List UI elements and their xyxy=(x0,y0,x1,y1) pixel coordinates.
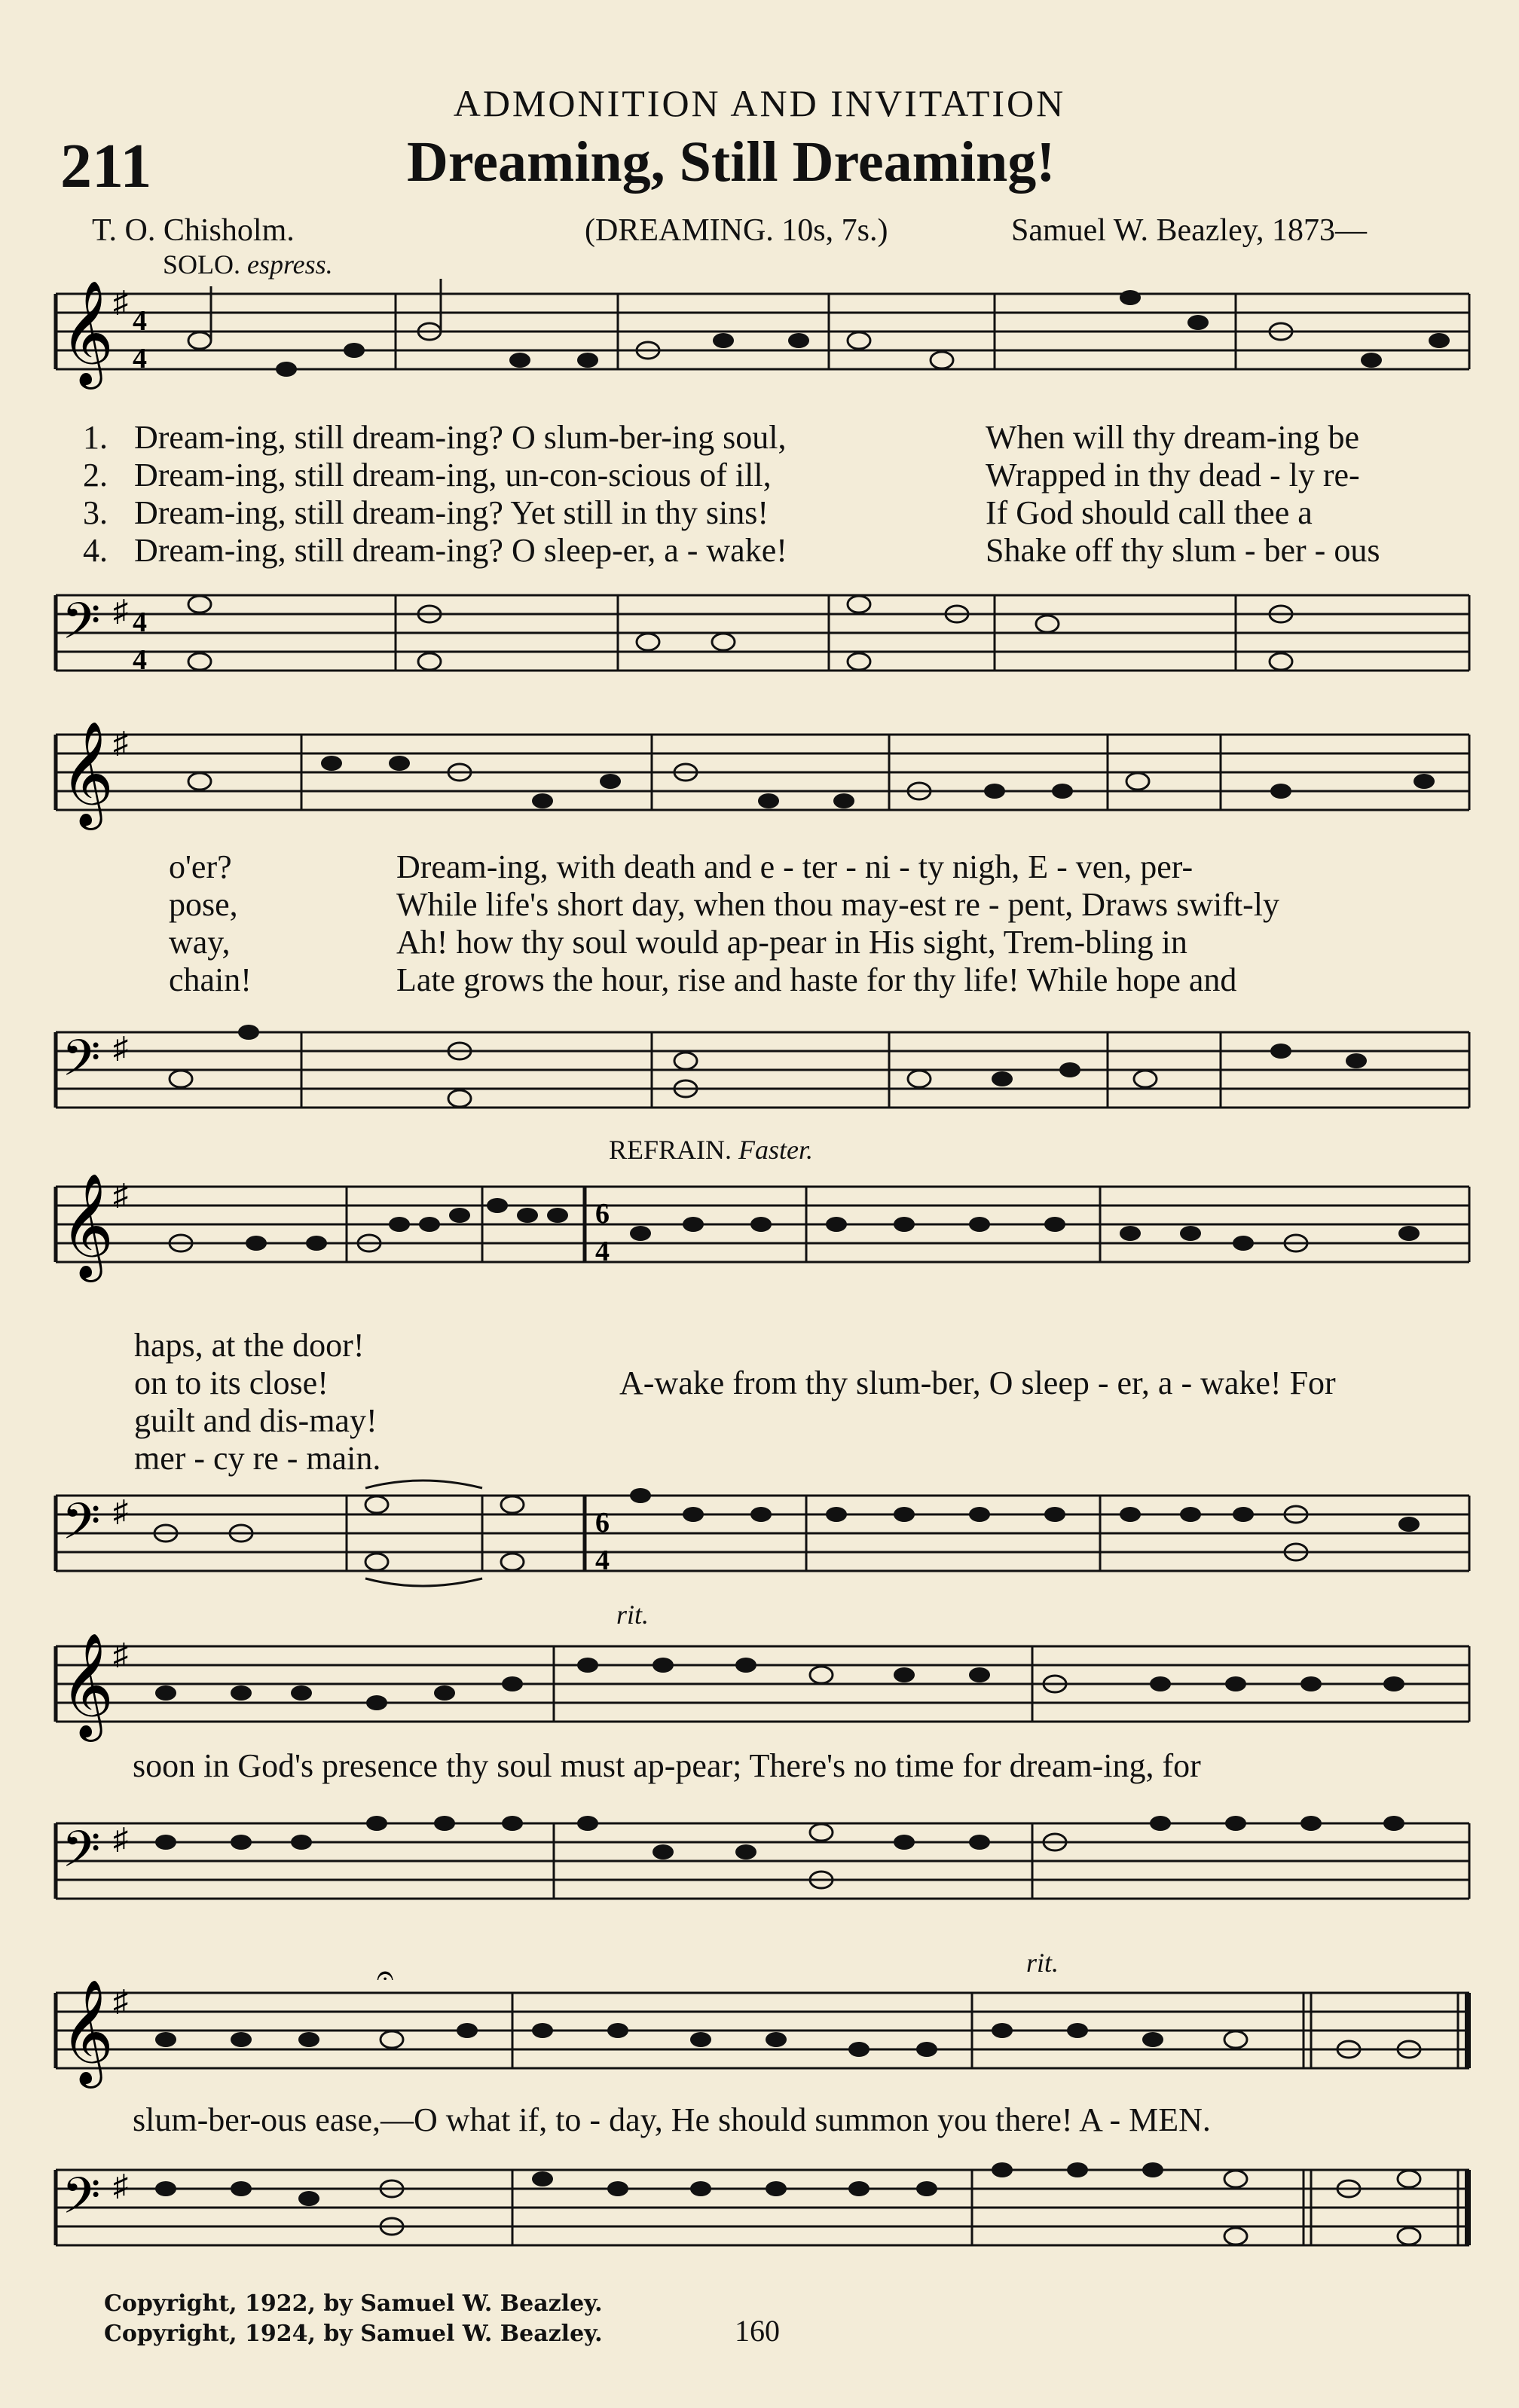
lyric-line: Dream-ing, still dream-ing? O sleep-er, a - wake! xyxy=(134,532,787,569)
composer-credit: Samuel W. Beazley, 1873— xyxy=(1011,213,1368,248)
refrain-lyric-line: soon in God's presence thy soul must ap-pear; There's no time for dream-ing, for xyxy=(133,1747,1201,1784)
time-signature-bottom: 4 xyxy=(133,343,147,374)
svg-text:𝄢: 𝄢 xyxy=(62,1493,101,1563)
svg-text:♯: ♯ xyxy=(113,726,128,759)
lyric-line: pose, xyxy=(169,886,238,923)
solo-label: SOLO. xyxy=(163,249,241,280)
solo-direction xyxy=(163,249,333,280)
bass-staff-system-1 xyxy=(0,580,1519,701)
svg-text:♯: ♯ xyxy=(113,2168,128,2202)
hymn-title: Dreaming, Still Dreaming! xyxy=(407,130,1056,194)
lyric-line: Dream-ing, still dream-ing? Yet still in thy sins! xyxy=(134,494,769,531)
solo-expression: espress. xyxy=(247,249,333,280)
lyric-line: on to its close! xyxy=(134,1364,329,1401)
lyric-line: Wrapped in thy dead - ly re- xyxy=(986,457,1360,494)
svg-text:𝄢: 𝄢 xyxy=(62,1029,101,1099)
bass-staff-system-2 xyxy=(0,1017,1519,1138)
ritardando-mark: rit. xyxy=(1026,1948,1059,1978)
svg-text:♯: ♯ xyxy=(113,1822,128,1856)
svg-text:♯: ♯ xyxy=(113,1984,128,2018)
section-heading: ADMONITION AND INVITATION xyxy=(453,82,1066,124)
lyric-line: Dream-ing, still dream-ing, un-con-scious of ill, xyxy=(134,457,772,494)
hymn-number: 211 xyxy=(60,131,152,201)
lyric-line: Shake off thy slum - ber - ous xyxy=(986,532,1380,569)
lyric-line: If God should call thee a xyxy=(986,494,1313,531)
svg-text:𝄞: 𝄞 xyxy=(60,721,114,826)
time-signature-bottom: 4 xyxy=(595,1236,610,1267)
verse-number: 2. xyxy=(83,457,108,494)
refrain-direction xyxy=(609,1134,813,1166)
refrain-lyric-line: slum-ber-ous ease,—O what if, to - day, He should summon you there! A - MEN. xyxy=(133,2101,1211,2138)
treble-staff-system-3 xyxy=(0,1172,1519,1322)
lyric-line: When will thy dream-ing be xyxy=(986,419,1360,456)
page-number: 160 xyxy=(735,2314,780,2348)
copyright-notice: Copyright, 1924, by Samuel W. Beazley. xyxy=(104,2321,603,2347)
time-signature-top: 4 xyxy=(133,305,147,337)
lyric-line: haps, at the door! xyxy=(134,1327,365,1364)
verse-number: 1. xyxy=(83,419,108,456)
svg-text:♯: ♯ xyxy=(113,285,128,319)
verse-number: 4. xyxy=(83,532,108,569)
svg-text:♯: ♯ xyxy=(113,1637,128,1671)
svg-text:𝄢: 𝄢 xyxy=(62,2167,101,2237)
svg-text:♯: ♯ xyxy=(113,1494,128,1528)
svg-text:4: 4 xyxy=(133,644,147,676)
bass-staff-system-3 xyxy=(0,1481,1519,1601)
treble-staff-system-1 xyxy=(0,279,1519,429)
svg-text:6: 6 xyxy=(595,1507,610,1539)
tune-name-meter: (DREAMING. 10s, 7s.) xyxy=(585,213,888,248)
svg-text:𝄢: 𝄢 xyxy=(62,1820,101,1890)
svg-text:♯: ♯ xyxy=(113,1178,128,1212)
lyric-line: mer - cy re - main. xyxy=(134,1440,381,1477)
lyric-line: Dream-ing, still dream-ing? O slum-ber-ing soul, xyxy=(134,419,787,456)
refrain-expression: Faster. xyxy=(738,1135,814,1165)
svg-text:♯: ♯ xyxy=(113,1031,128,1065)
treble-clef-icon: 𝄞 xyxy=(60,280,114,385)
svg-text:𝄞: 𝄞 xyxy=(60,1979,114,2084)
refrain-lyric-line: A-wake from thy slum-ber, O sleep - er, a - wake! For xyxy=(619,1364,1336,1401)
lyric-line: guilt and dis-may! xyxy=(134,1402,377,1439)
copyright-notice: Copyright, 1922, by Samuel W. Beazley. xyxy=(104,2290,603,2317)
lyric-line: chain! xyxy=(169,961,252,998)
verse-number: 3. xyxy=(83,494,108,531)
lyric-line: o'er? xyxy=(169,848,232,885)
svg-text:𝄞: 𝄞 xyxy=(60,1633,114,1737)
lyric-line: While life's short day, when thou may-est re - pent, Draws swift-ly xyxy=(396,886,1279,923)
svg-text:♯: ♯ xyxy=(113,594,128,628)
bass-staff-system-4 xyxy=(0,1808,1519,1929)
lyric-line: Late grows the hour, rise and haste for thy life! While hope and xyxy=(396,961,1237,998)
refrain-label: REFRAIN. xyxy=(609,1135,732,1165)
bass-clef-icon: 𝄢 xyxy=(62,592,101,662)
bass-staff-system-5 xyxy=(0,2155,1519,2275)
lyric-line: Ah! how thy soul would ap-pear in His sight, Trem-bling in xyxy=(396,924,1187,961)
ritardando-mark: rit. xyxy=(616,1600,649,1630)
fermata-icon: 𝄐 xyxy=(377,1958,394,1992)
lyric-line: Dream-ing, with death and e - ter - ni - ty nigh, E - ven, per- xyxy=(396,848,1194,885)
svg-text:𝄞: 𝄞 xyxy=(60,1173,114,1278)
time-signature-top: 6 xyxy=(595,1198,610,1230)
svg-text:4: 4 xyxy=(595,1545,610,1576)
svg-text:4: 4 xyxy=(133,607,147,638)
lyric-line: way, xyxy=(169,924,231,961)
lyricist-credit: T. O. Chisholm. xyxy=(92,213,295,248)
